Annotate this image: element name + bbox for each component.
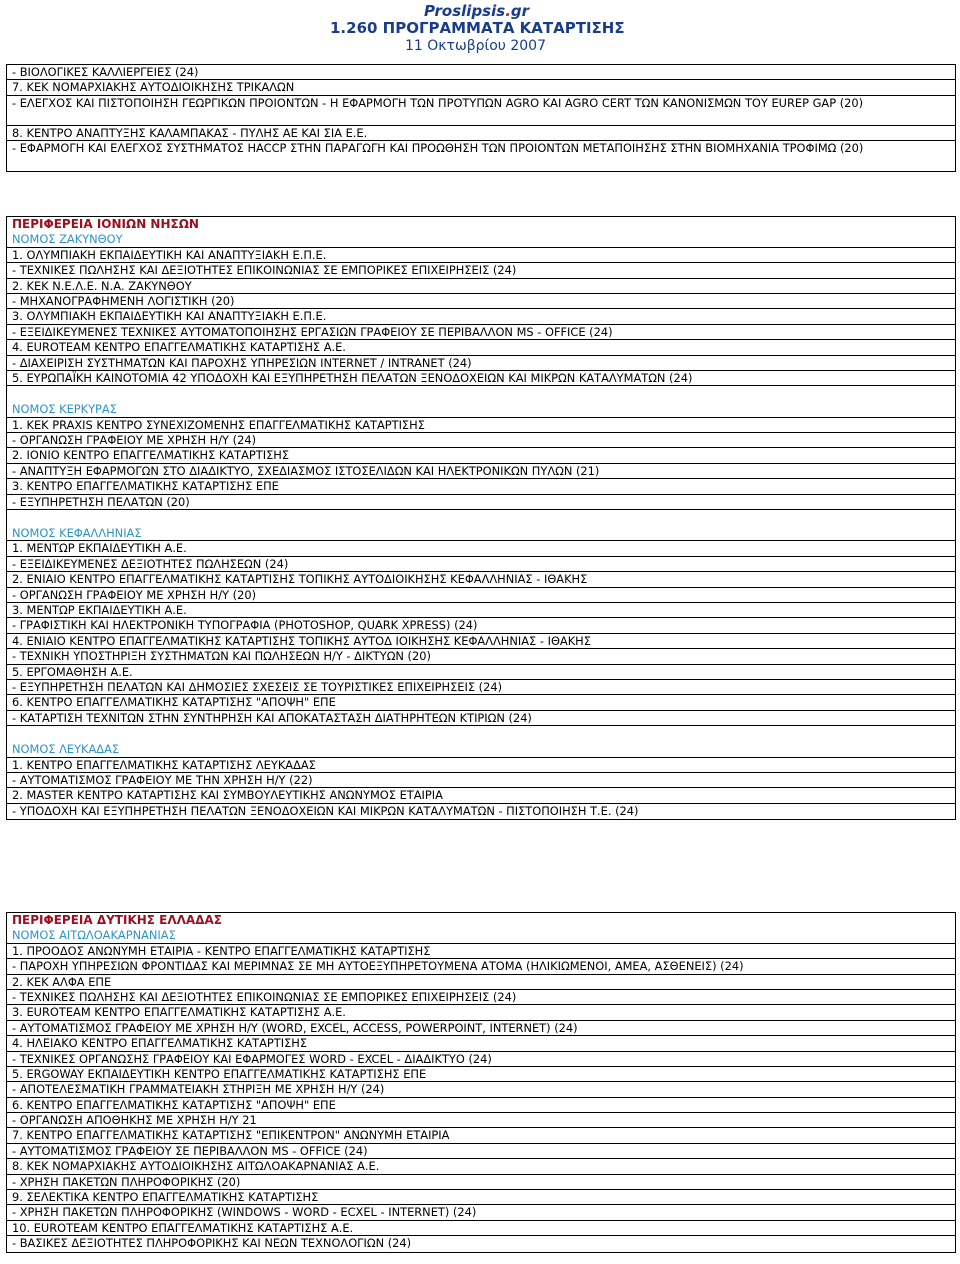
list-item: 9. ΣΕΛΕΚΤΙΚΑ ΚΕΝΤΡΟ ΕΠΑΓΓΕΛΜΑΤΙΚΗΣ ΚΑΤΑΡΤΙΣΗΣ	[7, 1190, 955, 1205]
list-item: 1. ΜΕΝΤΩΡ ΕΚΠΑΙΔΕΥΤΙΚΗ Α.Ε.	[7, 541, 955, 556]
list-item: 1. ΚΕΚ PRAXIS ΚΕΝΤΡΟ ΣΥΝΕΧΙΖΟΜΕΝΗΣ ΕΠΑΓΓΕΛΜΑΤΙΚΗΣ ΚΑΤΑΡΤΙΣΗΣ	[7, 418, 955, 433]
aitoloakarnania-list	[7, 944, 955, 1252]
list-item: 2. MASTER ΚΕΝΤΡΟ ΚΑΤΑΡΤΙΣΗΣ ΚΑΙ ΣΥΜΒΟΥΛΕΥΤΙΚΗΣ ΑΝΩΝΥΜΟΣ ΕΤΑΙΡΙΑ	[7, 788, 955, 803]
list-item: 5. ΕΡΓΟΜΑΘΗΣΗ Α.Ε.	[7, 665, 955, 680]
list-item: 2. ΙΟΝΙΟ ΚΕΝΤΡΟ ΕΠΑΓΓΕΛΜΑΤΙΚΗΣ ΚΑΤΑΡΤΙΣΗΣ	[7, 448, 955, 463]
list-item: - ΒΙΟΛΟΓΙΚΕΣ ΚΑΛΛΙΕΡΓΕΙΕΣ (24)	[7, 65, 955, 80]
list-item: 4. ΗΛΕΙΑΚΟ ΚΕΝΤΡΟ ΕΠΑΓΓΕΛΜΑΤΙΚΗΣ ΚΑΤΑΡΤΙΣΗΣ	[7, 1036, 955, 1051]
document-date: 11 Οκτωβρίου 2007	[405, 38, 546, 54]
brand-dot: .	[505, 2, 511, 20]
document-title: 1.260 ΠΡΟΓΡΑΜΜΑΤΑ ΚΑΤΑΡΤΙΣΗΣ	[330, 19, 625, 37]
prefecture-title: ΝΟΜΟΣ ΖΑΚΥΝΘΟΥ	[7, 232, 955, 247]
prefecture-title: ΝΟΜΟΣ ΚΕΡΚΥΡΑΣ	[7, 402, 955, 417]
list-item: 3. ΟΛΥΜΠΙΑΚΗ ΕΚΠΑΙΔΕΥΤΙΚΗ ΚΑΙ ΑΝΑΠΤΥΞΙΑΚΗ Ε.Π.Ε.	[7, 309, 955, 324]
list-item: - ΒΑΣΙΚΕΣ ΔΕΞΙΟΤΗΤΕΣ ΠΛΗΡΟΦΟΡΙΚΗΣ ΚΑΙ ΝΕΩΝ ΤΕΧΝΟΛΟΓΙΩΝ (24)	[12, 1236, 412, 1251]
list-item: 1. ΚΕΝΤΡΟ ΕΠΑΓΓΕΛΜΑΤΙΚΗΣ ΚΑΤΑΡΤΙΣΗΣ ΛΕΥΚΑΔΑΣ	[7, 758, 955, 773]
list-item: 6. ΚΕΝΤΡΟ ΕΠΑΓΓΕΛΜΑΤΙΚΗΣ ΚΑΤΑΡΤΙΣΗΣ "ΑΠΟΨΗ" ΕΠΕ	[7, 695, 955, 710]
list-item: - ΟΡΓΑΝΩΣΗ ΓΡΑΦΕΙΟΥ ΜΕ ΧΡΗΣΗ Η/Υ (20)	[7, 588, 955, 603]
list-item: 5. ERGOWAY ΕΚΠΑΙΔΕΥΤΙΚΗ ΚΕΝΤΡΟ ΕΠΑΓΓΕΛΜΑΤΙΚΗΣ ΚΑΤΑΡΤΙΣΗΣ ΕΠΕ	[7, 1067, 955, 1082]
list-item: - ΟΡΓΑΝΩΣΗ ΓΡΑΦΕΙΟΥ ΜΕ ΧΡΗΣΗ Η/Υ (24)	[7, 433, 955, 448]
list-item: - ΤΕΧΝΙΚΕΣ ΠΩΛΗΣΗΣ ΚΑΙ ΔΕΞΙΟΤΗΤΕΣ ΕΠΙΚΟΙΝΩΝΙΑΣ ΣΕ ΕΜΠΟΡΙΚΕΣ ΕΠΙΧΕΙΡΗΣΕΙΣ (24)	[7, 990, 955, 1005]
list-item: 8. ΚΕΝΤΡΟ ΑΝΑΠΤΥΞΗΣ ΚΑΛΑΜΠΑΚΑΣ - ΠΥΛΗΣ ΑΕ ΚΑΙ ΣΙΑ Ε.Ε.	[7, 126, 955, 141]
list-item: 4. EUROTEAM ΚΕΝΤΡΟ ΕΠΑΓΓΕΛΜΑΤΙΚΗΣ ΚΑΤΑΡΤΙΣΗΣ Α.Ε.	[7, 340, 955, 355]
ionian-table	[6, 216, 956, 820]
list-item: 7. ΚΕΝΤΡΟ ΕΠΑΓΓΕΛΜΑΤΙΚΗΣ ΚΑΤΑΡΤΙΣΗΣ "ΕΠΙΚΕΝΤΡΟΝ" ΑΝΩΝΥΜΗ ΕΤΑΙΡΙΑ	[7, 1128, 955, 1143]
lefkada-list	[7, 758, 955, 820]
list-item: 10. EUROTEAM ΚΕΝΤΡΟ ΕΠΑΓΓΕΛΜΑΤΙΚΗΣ ΚΑΤΑΡΤΙΣΗΣ Α.Ε.	[7, 1221, 955, 1236]
spacer	[7, 726, 955, 742]
continuation-table	[6, 64, 956, 172]
kefallinia-list	[7, 541, 955, 726]
spacer	[7, 386, 955, 402]
list-item: - ΔΙΑΧΕΙΡΙΣΗ ΣΥΣΤΗΜΑΤΩΝ ΚΑΙ ΠΑΡΟΧΗΣ ΥΠΗΡΕΣΙΩΝ INTERNET / INTRANET (24)	[7, 356, 955, 371]
region-title: ΠΕΡΙΦΕΡΕΙΑ ΔΥΤΙΚΗΣ ΕΛΛΑΔΑΣ	[12, 913, 222, 927]
list-item: - ΚΑΤΑΡΤΙΣΗ ΤΕΧΝΙΤΩΝ ΣΤΗΝ ΣΥΝΤΗΡΗΣΗ ΚΑΙ ΑΠΟΚΑΤΑΣΤΑΣΗ ΔΙΑΤΗΡΗΤΕΩΝ ΚΤΙΡΙΩΝ (24)	[7, 711, 955, 726]
list-item: 2. ΚΕΚ ΑΛΦΑ ΕΠΕ	[7, 975, 955, 990]
list-item: 5. ΕΥΡΩΠΑΪΚΗ ΚΑΙΝΟΤΟΜΙΑ 42 ΥΠΟΔΟΧΗ ΚΑΙ ΕΞΥΠΗΡΕΤΗΣΗ ΠΕΛΑΤΩΝ ΞΕΝΟΔΟΧΕΙΩΝ ΚΑΙ ΜΙΚΡΩΝ ΚΑΤΑΛΥΜΑΤΩΝ (24)	[7, 371, 955, 386]
list-item: 2. ΚΕΚ Ν.Ε.Λ.Ε. Ν.Α. ΖΑΚΥΝΘΟΥ	[7, 279, 955, 294]
list-item: 4. ΕΝΙΑΙΟ ΚΕΝΤΡΟ ΕΠΑΓΓΕΛΜΑΤΙΚΗΣ ΚΑΤΑΡΤΙΣΗΣ ΤΟΠΙΚΗΣ ΑΥΤΟΔ ΙΟΙΚΗΣΗΣ ΚΕΦΑΛΛΗΝΙΑΣ - ΙΘΑΚΗΣ	[7, 634, 955, 649]
list-item: 2. ΕΝΙΑΙΟ ΚΕΝΤΡΟ ΕΠΑΓΓΕΛΜΑΤΙΚΗΣ ΚΑΤΑΡΤΙΣΗΣ ΤΟΠΙΚΗΣ ΑΥΤΟΔΙΟΙΚΗΣΗΣ ΚΕΦΑΛΛΗΝΙΑΣ - ΙΘΑΚΗΣ	[7, 572, 955, 587]
prefecture-title: ΝΟΜΟΣ ΛΕΥΚΑΔΑΣ	[7, 742, 955, 757]
list-item: - ΧΡΗΣΗ ΠΑΚΕΤΩΝ ΠΛΗΡΟΦΟΡΙΚΗΣ (20)	[7, 1175, 955, 1190]
list-item: - ΑΝΑΠΤΥΞΗ ΕΦΑΡΜΟΓΩΝ ΣΤΟ ΔΙΑΔΙΚΤΥΟ, ΣΧΕΔΙΑΣΜΟΣ ΙΣΤΟΣΕΛΙΔΩΝ ΚΑΙ ΗΛΕΚΤΡΟΝΙΚΩΝ ΠΥΛΩΝ (21)	[7, 464, 955, 479]
list-item: 1. ΠΡΟΟΔΟΣ ΑΝΩΝΥΜΗ ΕΤΑΙΡΙΑ - ΚΕΝΤΡΟ ΕΠΑΓΓΕΛΜΑΤΙΚΗΣ ΚΑΤΑΡΤΙΣΗΣ	[7, 944, 955, 959]
list-item: - ΑΥΤΟΜΑΤΙΣΜΟΣ ΓΡΑΦΕΙΟΥ ΜΕ ΤΗΝ ΧΡΗΣΗ Η/Υ (22)	[7, 773, 955, 788]
list-item: - ΧΡΗΣΗ ΠΑΚΕΤΩΝ ΠΛΗΡΟΦΟΡΙΚΗΣ (WINDOWS - WORD - ECXEL - INTERNET) (24)	[7, 1205, 955, 1220]
list-item: - ΓΡΑΦΙΣΤΙΚΗ ΚΑΙ ΗΛΕΚΤΡΟΝΙΚΗ ΤΥΠΟΓΡΑΦΙΑ (PHOTOSHOP, QUARK XPRESS) (24)	[7, 618, 955, 633]
brand-main: Proslipsis	[424, 2, 506, 20]
list-item: - ΤΕΧΝΙΚΕΣ ΠΩΛΗΣΗΣ ΚΑΙ ΔΕΞΙΟΤΗΤΕΣ ΕΠΙΚΟΙΝΩΝΙΑΣ ΣΕ ΕΜΠΟΡΙΚΕΣ ΕΠΙΧΕΙΡΗΣΕΙΣ (24)	[7, 263, 955, 278]
list-item: - ΑΥΤΟΜΑΤΙΣΜΟΣ ΓΡΑΦΕΙΟΥ ΣΕ ΠΕΡΙΒΑΛΛΟΝ MS - OFFICE (24)	[7, 1144, 955, 1159]
list-item: - ΕΞΥΠΗΡΕΤΗΣΗ ΠΕΛΑΤΩΝ (20)	[7, 495, 955, 510]
list-item: 3. ΜΕΝΤΩΡ ΕΚΠΑΙΔΕΥΤΙΚΗ Α.Ε.	[7, 603, 955, 618]
list-item: - ΟΡΓΑΝΩΣΗ ΑΠΟΘΗΚΗΣ ΜΕ ΧΡΗΣΗ Η/Υ 21	[7, 1113, 955, 1128]
list-item: - ΕΞΕΙΔΙΚΕΥΜΕΝΕΣ ΤΕΧΝΙΚΕΣ ΑΥΤΟΜΑΤΟΠΟΙΗΣΗΣ ΕΡΓΑΣΙΩΝ ΓΡΑΦΕΙΟΥ ΣΕ ΠΕΡΙΒΑΛΛΟΝ MS - OFFICE (24)	[7, 325, 955, 340]
list-item: - ΑΥΤΟΜΑΤΙΣΜΟΣ ΓΡΑΦΕΙΟΥ ΜΕ ΧΡΗΣΗ Η/Υ (WORD, EXCEL, ACCESS, POWERPOINT, INTERNET) (24)	[7, 1021, 955, 1036]
site-logo	[424, 2, 529, 20]
brand-tld: gr	[510, 2, 530, 20]
list-item: - ΠΑΡΟΧΗ ΥΠΗΡΕΣΙΩΝ ΦΡΟΝΤΙΔΑΣ ΚΑΙ ΜΕΡΙΜΝΑΣ ΣΕ ΜΗ ΑΥΤΟΕΞΥΠΗΡΕΤΟΥΜΕΝΑ ΑΤΟΜΑ (ΗΛΙΚΙΩΜΕΝΟΙ, ΑΜΕΑ, ΑΣΘΕΝΕΙΣ) (24)	[7, 959, 955, 974]
list-item: - ΜΗΧΑΝΟΓΡΑΦΗΜΕΝΗ ΛΟΓΙΣΤΙΚΗ (20)	[7, 294, 955, 309]
kerkyra-list	[7, 418, 955, 510]
region-title: ΠΕΡΙΦΕΡΕΙΑ ΙΟΝΙΩΝ ΝΗΣΩΝ	[12, 217, 199, 231]
spacer	[7, 510, 955, 526]
list-item: - ΤΕΧΝΙΚΕΣ ΟΡΓΑΝΩΣΗΣ ΓΡΑΦΕΙΟΥ ΚΑΙ ΕΦΑΡΜΟΓΕΣ WORD - EXCEL - ΔΙΑΔΙΚΤΥΟ (24)	[7, 1052, 955, 1067]
list-item: 7. ΚΕΚ ΝΟΜΑΡΧΙΑΚΗΣ ΑΥΤΟΔΙΟΙΚΗΣΗΣ ΤΡΙΚΑΛΩΝ	[7, 80, 955, 95]
list-item: - ΕΛΕΓΧΟΣ ΚΑΙ ΠΙΣΤΟΠΟΙΗΣΗ ΓΕΩΡΓΙΚΩΝ ΠΡΟΙΟΝΤΩΝ - Η ΕΦΑΡΜΟΓΗ ΤΩΝ ΠΡΟΤΥΠΩΝ AGRO ΚΑΙ AGRO CERT ΤΩΝ ΚΑΝΟΝΙΣΜΩΝ ΤΟΥ EUREP GAP (20)	[7, 96, 955, 126]
page-header	[0, 0, 960, 62]
list-item: - ΥΠΟΔΟΧΗ ΚΑΙ ΕΞΥΠΗΡΕΤΗΣΗ ΠΕΛΑΤΩΝ ΞΕΝΟΔΟΧΕΙΩΝ ΚΑΙ ΜΙΚΡΩΝ ΚΑΤΑΛΥΜΑΤΩΝ - ΠΙΣΤΟΠΟΙΗΣΗ Τ.Ε. (24)	[12, 803, 639, 818]
list-item: 1. ΟΛΥΜΠΙΑΚΗ ΕΚΠΑΙΔΕΥΤΙΚΗ ΚΑΙ ΑΝΑΠΤΥΞΙΑΚΗ Ε.Π.Ε.	[7, 248, 955, 263]
list-item: 8. ΚΕΚ ΝΟΜΑΡΧΙΑΚΗΣ ΑΥΤΟΔΙΟΙΚΗΣΗΣ ΑΙΤΩΛΟΑΚΑΡΝΑΝΙΑΣ Α.Ε.	[7, 1159, 955, 1174]
list-item: - ΑΠΟΤΕΛΕΣΜΑΤΙΚΗ ΓΡΑΜΜΑΤΕΙΑΚΗ ΣΤΗΡΙΞΗ ΜΕ ΧΡΗΣΗ Η/Υ (24)	[7, 1082, 955, 1097]
prefecture-title: ΝΟΜΟΣ ΚΕΦΑΛΛΗΝΙΑΣ	[7, 526, 955, 541]
list-item: 3. ΚΕΝΤΡΟ ΕΠΑΓΓΕΛΜΑΤΙΚΗΣ ΚΑΤΑΡΤΙΣΗΣ ΕΠΕ	[7, 479, 955, 494]
list-item: - ΕΞΥΠΗΡΕΤΗΣΗ ΠΕΛΑΤΩΝ ΚΑΙ ΔΗΜΟΣΙΕΣ ΣΧΕΣΕΙΣ ΣΕ ΤΟΥΡΙΣΤΙΚΕΣ ΕΠΙΧΕΙΡΗΣΕΙΣ (24)	[7, 680, 955, 695]
list-item: 6. ΚΕΝΤΡΟ ΕΠΑΓΓΕΛΜΑΤΙΚΗΣ ΚΑΤΑΡΤΙΣΗΣ "ΑΠΟΨΗ" ΕΠΕ	[7, 1098, 955, 1113]
list-item: - ΕΦΑΡΜΟΓΗ ΚΑΙ ΕΛΕΓΧΟΣ ΣΥΣΤΗΜΑΤΟΣ HACCP ΣΤΗΝ ΠΑΡΑΓΩΓΗ ΚΑΙ ΠΡΟΩΘΗΣΗ ΤΩΝ ΠΡΟΙΟΝΤΩΝ ΜΕΤΑΠΟΙΗΣΗΣ ΣΤΗΝ ΒΙΟΜΗΧΑΝΙΑ ΤΡΟΦΙΜΩ (20)	[12, 141, 864, 156]
prefecture-title: ΝΟΜΟΣ ΑΙΤΩΛΟΑΚΑΡΝΑΝΙΑΣ	[7, 928, 955, 943]
list-item: - ΕΞΕΙΔΙΚΕΥΜΕΝΕΣ ΔΕΞΙΟΤΗΤΕΣ ΠΩΛΗΣΕΩΝ (24)	[7, 557, 955, 572]
zakynthos-list	[7, 248, 955, 387]
western-table	[6, 912, 956, 1253]
list-item: - ΤΕΧΝΙΚΗ ΥΠΟΣΤΗΡΙΞΗ ΣΥΣΤΗΜΑΤΩΝ ΚΑΙ ΠΩΛΗΣΕΩΝ Η/Υ - ΔΙΚΤΥΩΝ (20)	[7, 649, 955, 664]
list-item: 3. EUROTEAM ΚΕΝΤΡΟ ΕΠΑΓΓΕΛΜΑΤΙΚΗΣ ΚΑΤΑΡΤΙΣΗΣ Α.Ε.	[7, 1005, 955, 1020]
